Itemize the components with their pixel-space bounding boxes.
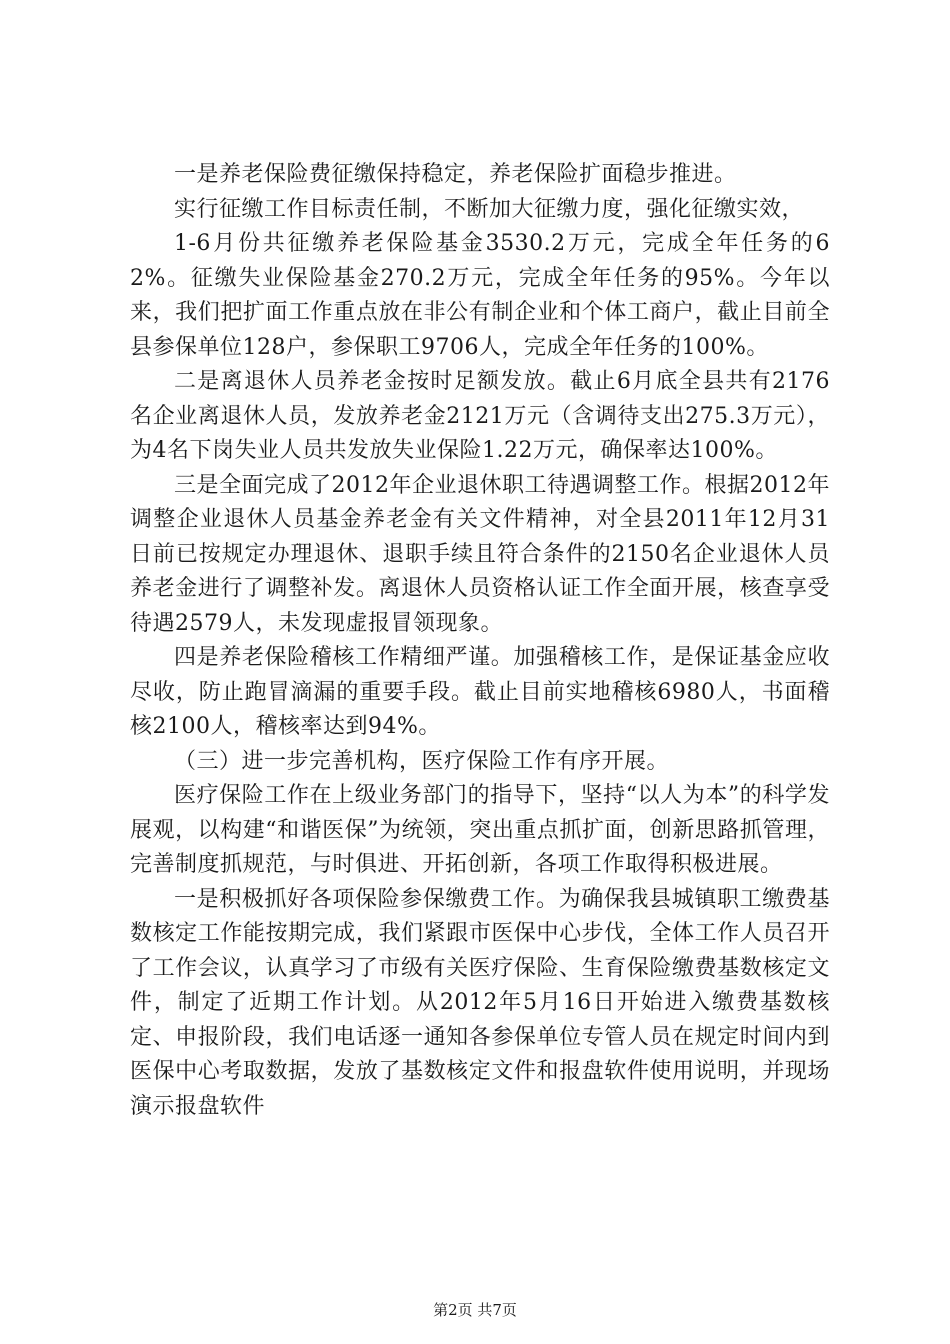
paragraph-9: 一是积极抓好各项保险参保缴费工作。为确保我县城镇职工缴费基数核定工作能按期完成，我们紧跟市医保中心步伐，全体工作人员召开了工作会议，认真学习了市级有关医疗保险、生育保险缴费基数核定文件，制定了近期工作计划。从2012年5月16日开始进入缴费基数核定、申报阶段，我们电话逐一通知各参保单位专管人员在规定时间内到医保中心考取数据，发放了基数核定文件和报盘软件使用说明，并现场演示报盘软件	[130, 886, 830, 1119]
paragraph-2: 实行征缴工作目标责任制，不断加大征缴力度，强化征缴实效，	[174, 196, 805, 222]
paragraph-6: 四是养老保险稽核工作精细严谨。加强稽核工作，是保证基金应收尽收，防止跑冒滴漏的重要手段。截止目前实地稽核6980人，书面稽核2100人，稽核率达到94%。	[130, 645, 830, 739]
paragraph-1: 一是养老保险费征缴保持稳定，养老保险扩面稳步推进。	[174, 162, 737, 187]
paragraph-5: 三是全面完成了2012年企业退休职工待遇调整工作。根据2012年调整企业退休人员基金养老金有关文件精神，对全县2011年12月31日前已按规定办理退休、退职手续且符合条件的2150名企业退休人员养老金进行了调整补发。离退休人员资格认证工作全面开展，核查享受待遇2579人，未发现虚报冒领现象。	[130, 472, 830, 636]
paragraph-7: （三）进一步完善机构，医疗保险工作有序开展。	[174, 748, 670, 774]
page-footer: 第2页 共7页	[433, 1301, 517, 1319]
paragraph-3: 1-6月份共征缴养老保险基金3530.2万元，完成全年任务的62%。征缴失业保险基金270.2万元，完成全年任务的95%。今年以来，我们把扩面工作重点放在非公有制企业和个体工商户，截止目前全县参保单位128户，参保职工9706人，完成全年任务的100%。	[130, 231, 830, 360]
paragraph-8: 医疗保险工作在上级业务部门的指导下，坚持“以人为本”的科学发展观，以构建“和谐医保”为统领，突出重点抓扩面，创新思路抓管理，完善制度抓规范，与时俱进、开拓创新，各项工作取得积极进展。	[130, 783, 830, 877]
document-body	[130, 158, 830, 1124]
paragraph-4: 二是离退休人员养老金按时足额发放。截止6月底全县共有2176名企业离退休人员，发放养老金2121万元（含调待支出275.3万元），为4名下岗失业人员共发放失业保险1.22万元，确保率达100%。	[130, 369, 830, 463]
